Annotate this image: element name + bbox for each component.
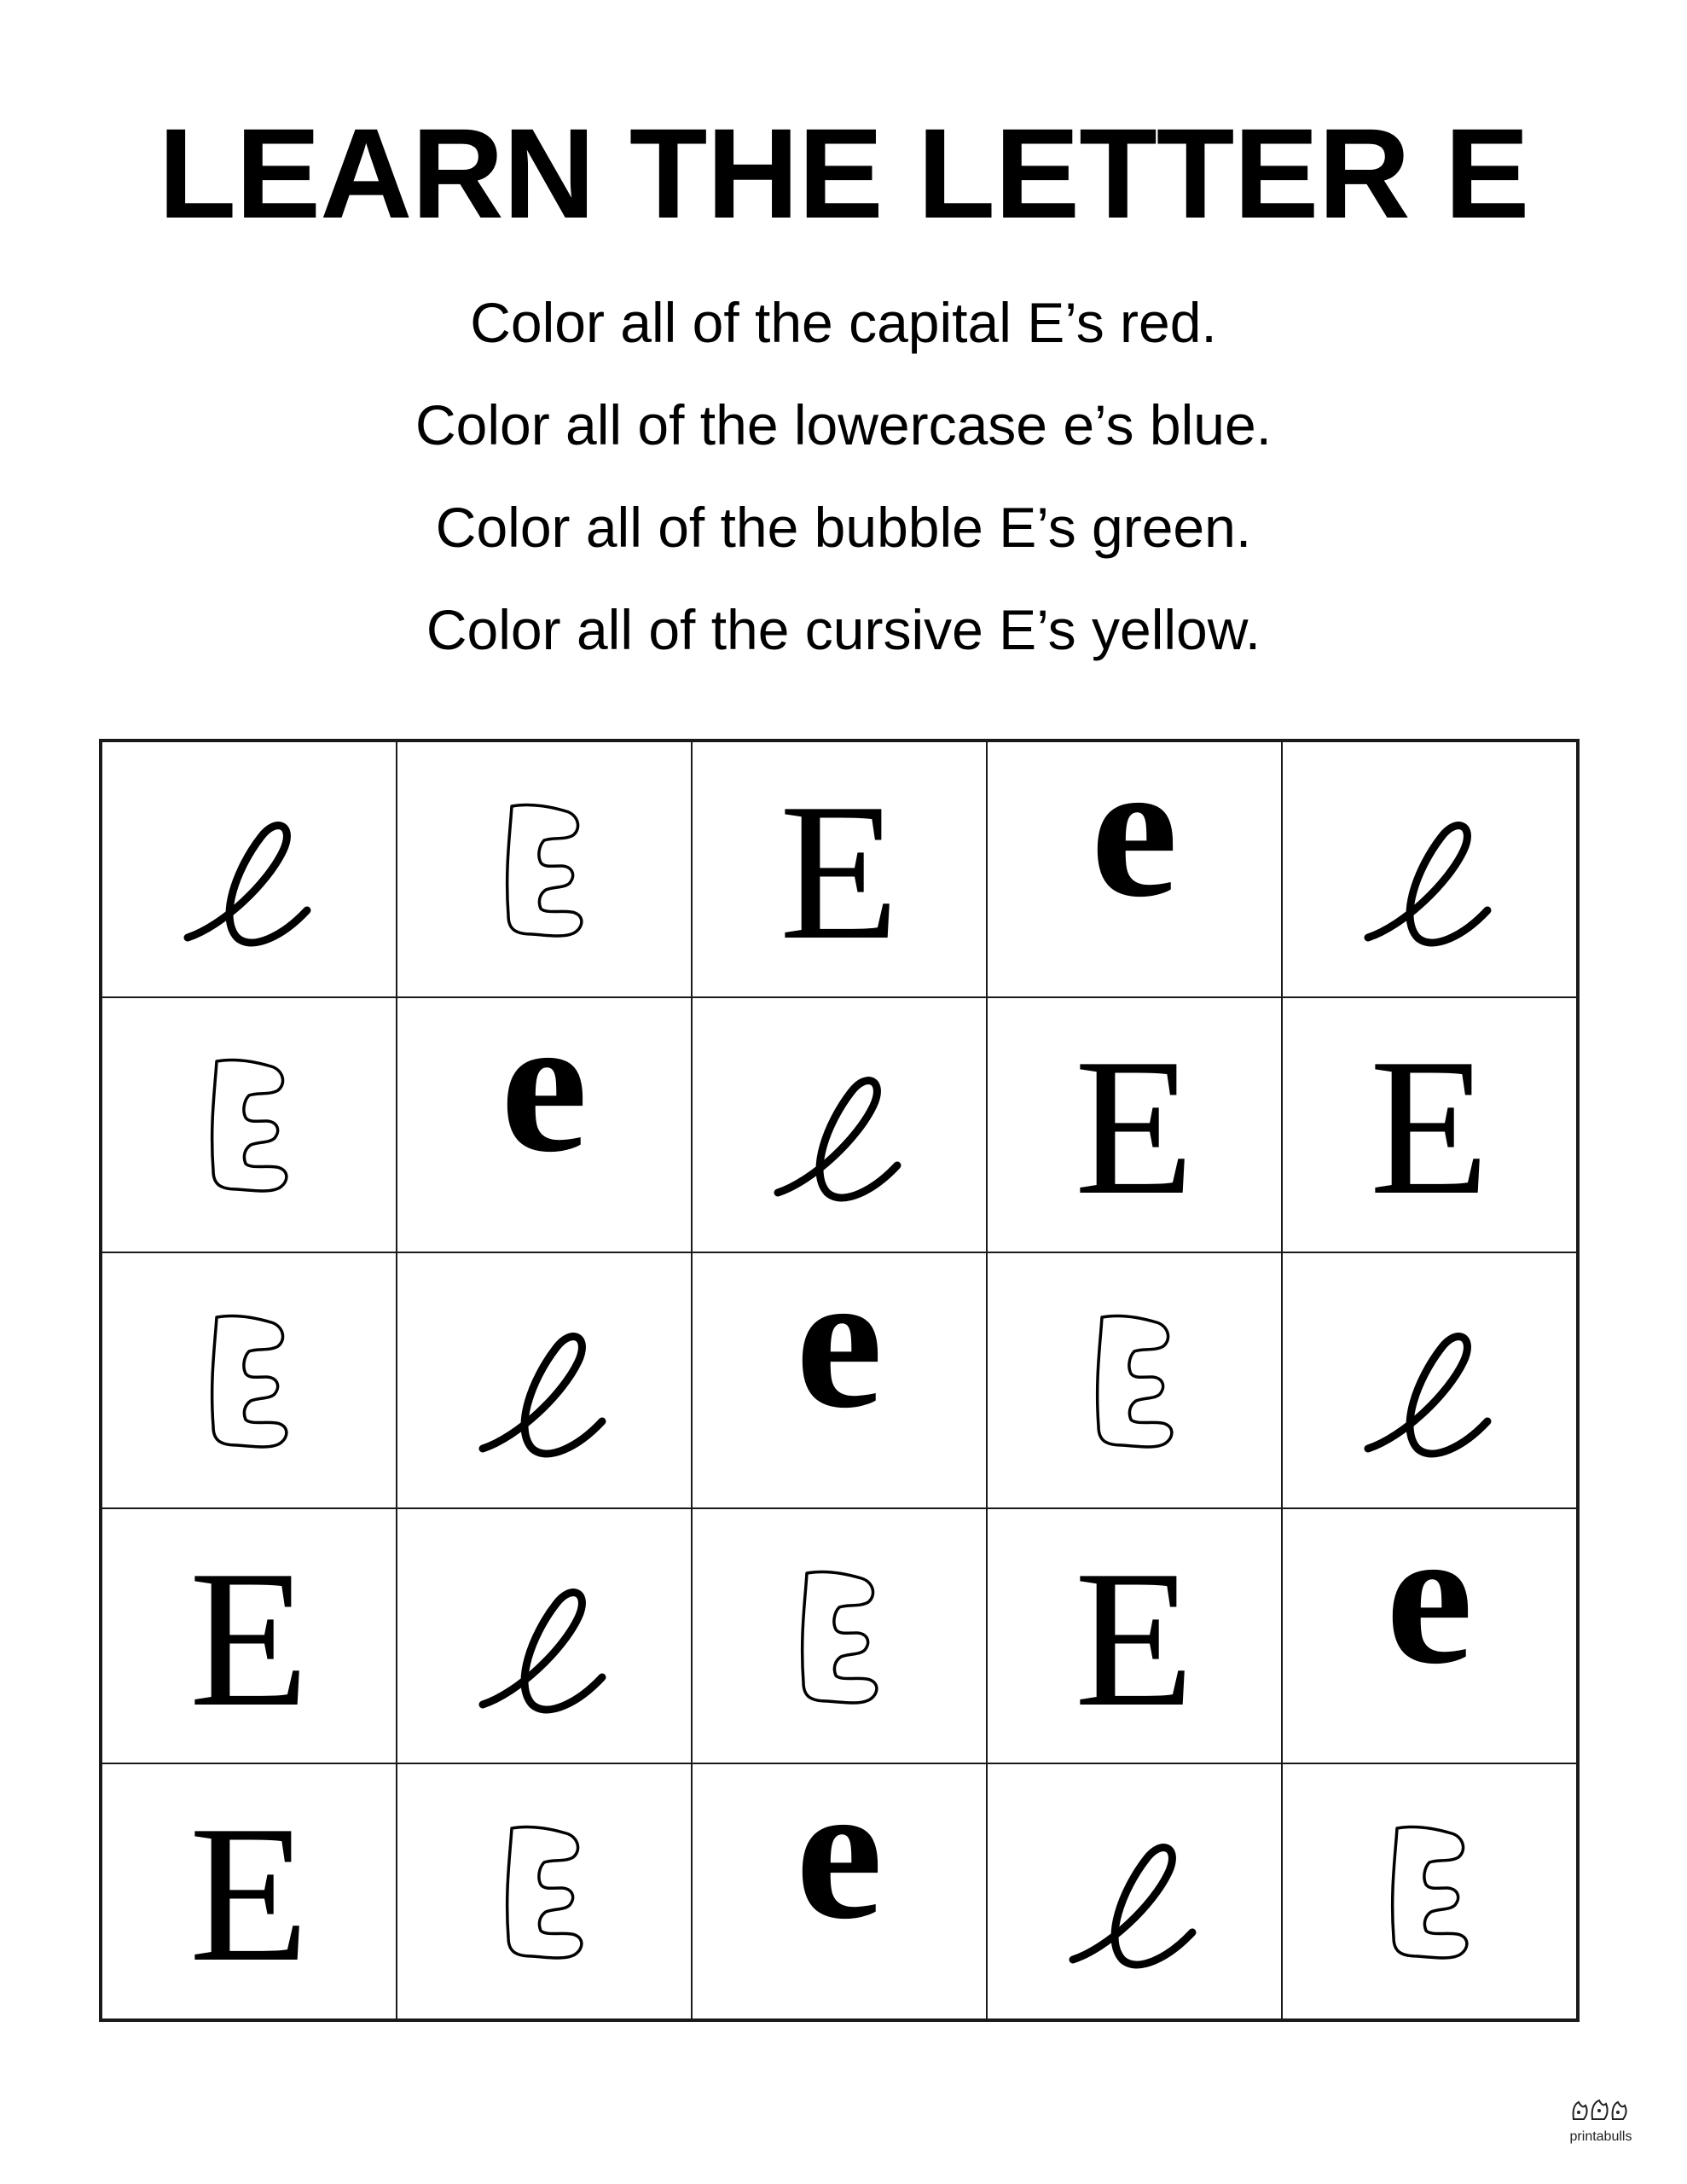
instruction-lowercase: Color all of the lowercase e’s blue. — [415, 393, 1272, 456]
cursive-e-glyph — [1368, 1337, 1487, 1454]
grid-cell-lowercase[interactable] — [692, 1742, 987, 2019]
instruction-capital: Color all of the capital E’s red. — [470, 291, 1217, 354]
capital-e-letter — [164, 1529, 334, 1747]
grid-cell-bubble[interactable] — [987, 1252, 1282, 1508]
cursive-e-glyph — [188, 825, 307, 942]
cursive-e-glyph — [778, 1081, 897, 1198]
capital-e-letter — [1344, 1018, 1515, 1236]
grid-cell-capital[interactable] — [987, 997, 1282, 1253]
bubble-e-glyph — [1098, 1316, 1172, 1447]
instruction-cursive: Color all of the cursive E’s yellow. — [426, 598, 1261, 661]
grid-cell-cursive[interactable] — [1282, 741, 1577, 997]
cursive-e-glyph — [483, 1592, 602, 1709]
grid-cell-bubble[interactable] — [1282, 1763, 1577, 2019]
grid-cell-capital[interactable] — [101, 1508, 397, 1764]
instructions-list — [0, 271, 1687, 681]
bubble-e-glyph — [212, 1060, 287, 1192]
grid-cell-capital[interactable] — [692, 741, 987, 997]
bubble-e-letter — [459, 767, 629, 972]
letter-grid — [99, 719, 1580, 2022]
cursive-e-glyph — [1073, 1848, 1192, 1965]
bubble-e-letter — [164, 1278, 334, 1483]
bubble-e-letter — [1049, 1278, 1220, 1483]
grid-cell-cursive[interactable] — [397, 1508, 692, 1764]
cursive-e-letter — [459, 1278, 629, 1483]
capital-e-letter — [754, 762, 925, 980]
capital-e-glyph: E — [1074, 1529, 1195, 1747]
lowercase-e-letter — [754, 1230, 925, 1483]
capital-e-glyph: E — [188, 1529, 310, 1747]
lowercase-e-letter — [754, 1742, 925, 1994]
lowercase-e-glyph: e — [1090, 719, 1179, 938]
lowercase-e-glyph: e — [795, 1742, 884, 1960]
cursive-e-letter — [1344, 767, 1515, 972]
lowercase-e-glyph: e — [1385, 1486, 1474, 1705]
bubble-e-letter — [1344, 1789, 1515, 1994]
lowercase-e-glyph: e — [795, 1230, 884, 1449]
lowercase-e-letter — [1049, 719, 1220, 972]
grid-cell-lowercase[interactable] — [987, 719, 1282, 997]
capital-e-glyph: E — [1074, 1018, 1195, 1236]
grid-cell-cursive[interactable] — [101, 741, 397, 997]
capital-e-letter — [164, 1785, 334, 2003]
grid-cell-lowercase[interactable] — [397, 975, 692, 1253]
grid-cell-bubble[interactable] — [101, 1252, 397, 1508]
cursive-e-letter — [459, 1534, 629, 1739]
grid-cell-cursive[interactable] — [397, 1252, 692, 1508]
cursive-e-glyph — [1368, 825, 1487, 942]
grid-cell-lowercase[interactable] — [1282, 1486, 1577, 1764]
instruction-bubble: Color all of the bubble E’s green. — [435, 496, 1252, 559]
bubble-e-letter — [459, 1789, 629, 1994]
printabulls-logo — [1554, 2094, 1648, 2162]
printabulls-logo-icon — [1567, 2094, 1635, 2128]
grid-cell-bubble[interactable] — [397, 741, 692, 997]
capital-e-letter — [1049, 1529, 1220, 1747]
grid-cell-cursive[interactable] — [987, 1763, 1282, 2019]
bubble-e-glyph — [803, 1571, 877, 1703]
capital-e-glyph: E — [1369, 1018, 1490, 1236]
capital-e-glyph: E — [188, 1785, 310, 2003]
grid-cell-bubble[interactable] — [101, 997, 397, 1253]
grid-cell-cursive[interactable] — [692, 997, 987, 1253]
logo-text: printabulls — [1569, 2129, 1632, 2144]
lowercase-e-glyph: e — [500, 975, 588, 1194]
cursive-e-glyph — [483, 1337, 602, 1454]
lowercase-e-letter — [459, 975, 629, 1227]
capital-e-letter — [1049, 1018, 1220, 1236]
grid-cell-lowercase[interactable] — [692, 1230, 987, 1508]
bubble-e-letter — [754, 1534, 925, 1739]
bubble-e-glyph — [1393, 1827, 1467, 1959]
capital-e-glyph: E — [779, 762, 900, 980]
bubble-e-glyph — [507, 804, 582, 936]
bubble-e-glyph — [212, 1316, 287, 1447]
cursive-e-letter — [164, 767, 334, 972]
bubble-e-letter — [164, 1022, 334, 1227]
grid-cell-capital[interactable] — [987, 1508, 1282, 1764]
cursive-e-letter — [1344, 1278, 1515, 1483]
cursive-e-letter — [754, 1022, 925, 1227]
grid-cell-capital[interactable] — [101, 1763, 397, 2019]
bubble-e-glyph — [507, 1827, 582, 1959]
lowercase-e-letter — [1344, 1486, 1515, 1739]
grid-cell-bubble[interactable] — [692, 1508, 987, 1764]
grid-cell-cursive[interactable] — [1282, 1252, 1577, 1508]
page-title: LEARN THE LETTER E — [158, 102, 1529, 245]
grid-cell-bubble[interactable] — [397, 1763, 692, 2019]
grid-cell-capital[interactable] — [1282, 997, 1577, 1253]
cursive-e-letter — [1049, 1789, 1220, 1994]
